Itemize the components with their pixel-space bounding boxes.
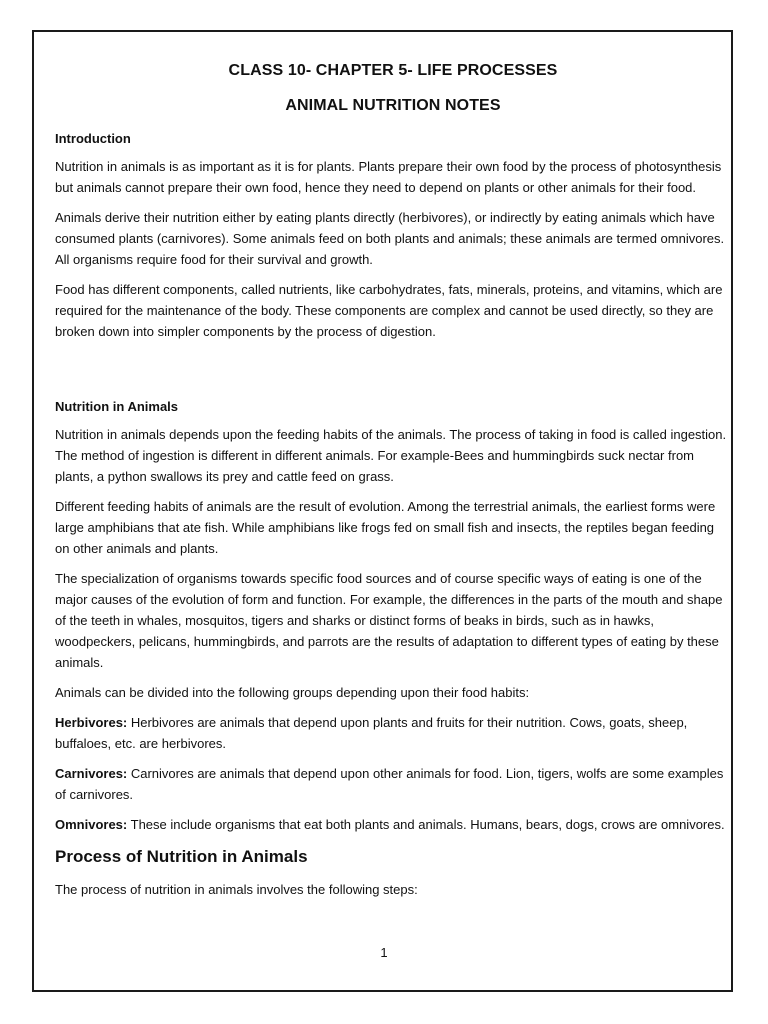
- omnivores-definition: [55, 814, 731, 835]
- herbivores-definition: [55, 712, 731, 754]
- carnivores-term: Carnivores:: [55, 766, 128, 781]
- herbivores-text: Herbivores are animals that depend upon plants and fruits for their nutrition. Cows, goats, sheep, buffaloes, etc. are herbivores.: [55, 715, 688, 751]
- process-heading: Process of Nutrition in Animals: [55, 847, 308, 866]
- introduction-heading: Introduction: [55, 131, 131, 146]
- intro-paragraph-3: Food has different components, called nutrients, like carbohydrates, fats, minerals, proteins, and vitamins, which are required for the maintenance of the body. These components are complex and cannot be used directly, so they are broken down into simpler components by the process of digestion.: [55, 282, 723, 339]
- omnivores-text: These include organisms that eat both plants and animals. Humans, bears, dogs, crows are omnivores.: [127, 817, 725, 832]
- document-content: [55, 58, 731, 909]
- carnivores-definition: [55, 763, 731, 805]
- herbivores-term: Herbivores:: [55, 715, 128, 730]
- carnivores-text: Carnivores are animals that depend upon other animals for food. Lion, tigers, wolfs are some examples of carnivores.: [55, 766, 724, 802]
- nutrition-paragraph-2: Different feeding habits of animals are the result of evolution. Among the terrestrial animals, the earliest forms were large amphibians that ate fish. While amphibians like frogs fed on small fish and insects, the reptiles began feeding on other animals and plants.: [55, 499, 716, 556]
- nutrition-paragraph-1: Nutrition in animals depends upon the feeding habits of the animals. The process of taking in food is called ingestion. The method of ingestion is different in different animals. For example-Bees and hummingbirds suck nectar from plants, a python swallows its prey and cattle feed on grass.: [55, 427, 727, 484]
- nutrition-paragraph-3: The specialization of organisms towards specific food sources and of course specific ways of eating is one of the major causes of the evolution of form and function. For example, the differences in the parts of the mouth and shape of the teeth in whales, mosquitos, tigers and sharks or distinct forms of beaks in birds, such as in hawks, woodpeckers, pelicans, hummingbirds, and parrots are the results of adaptation to different types of eating by these animals.: [55, 571, 723, 670]
- process-intro: The process of nutrition in animals involves the following steps:: [55, 882, 418, 897]
- nutrition-in-animals-heading: Nutrition in Animals: [55, 399, 179, 414]
- section-spacer: [55, 351, 731, 383]
- omnivores-term: Omnivores:: [55, 817, 128, 832]
- intro-paragraph-1: Nutrition in animals is as important as it is for plants. Plants prepare their own food by the process of photosynthesis but animals cannot prepare their own food, hence they need to depend on plants or other animals for their food.: [55, 159, 722, 195]
- page-number: 1: [380, 945, 388, 960]
- page-title: CLASS 10- CHAPTER 5- LIFE PROCESSES: [228, 62, 558, 79]
- nutrition-paragraph-4: Animals can be divided into the following groups depending upon their food habits:: [55, 685, 530, 700]
- page-subtitle: ANIMAL NUTRITION NOTES: [285, 97, 501, 114]
- intro-paragraph-2: Animals derive their nutrition either by eating plants directly (herbivores), or indirectly by eating animals which have consumed plants (carnivores). Some animals feed on both plants and animals; these animals are termed omnivores. All organisms require food for their survival and growth.: [55, 210, 725, 267]
